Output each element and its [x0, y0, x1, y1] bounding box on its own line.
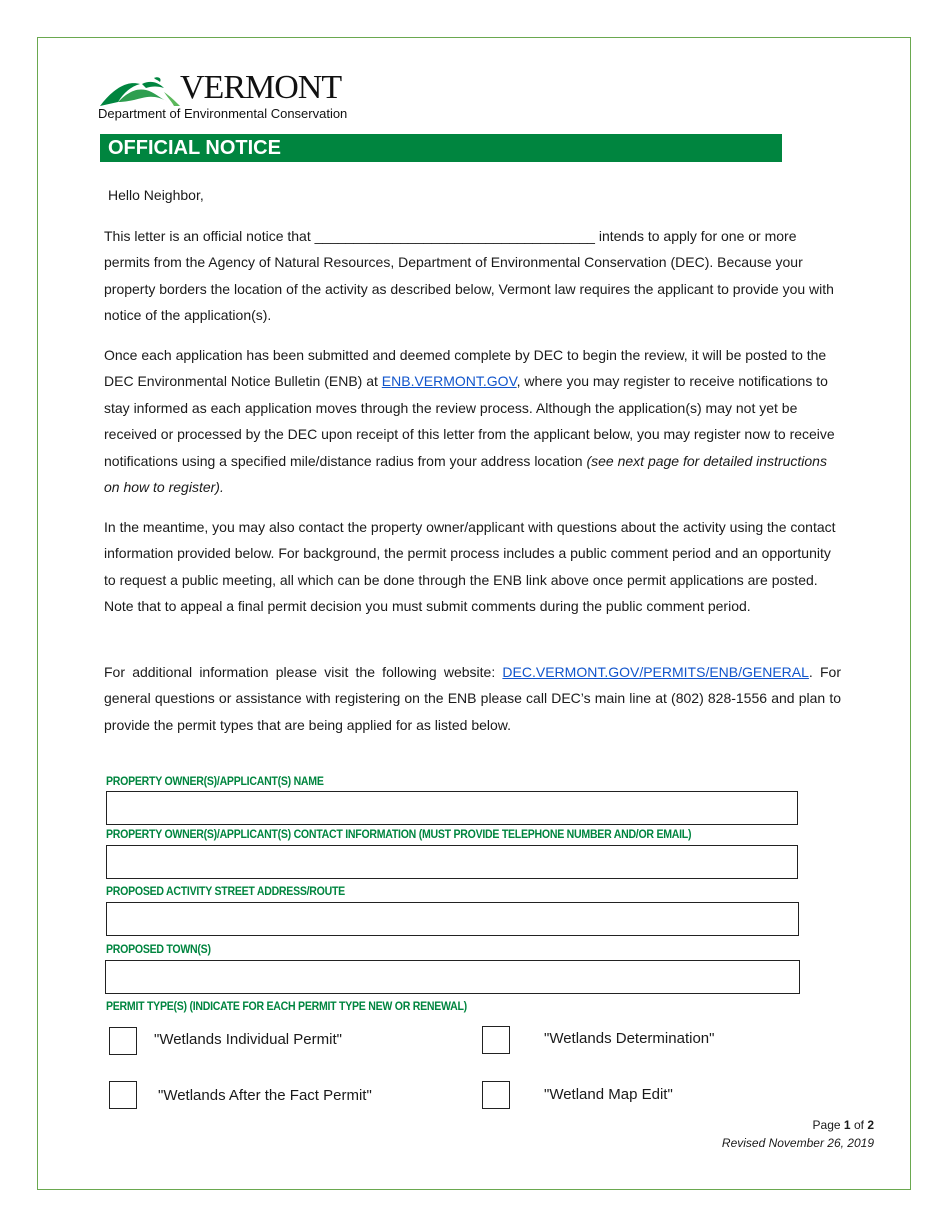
vermont-dec-logo	[98, 69, 398, 124]
checkbox-wetland-map-edit[interactable]	[482, 1081, 510, 1109]
permit-label-wetlands-after-fact: "Wetlands After the Fact Permit"	[158, 1087, 372, 1104]
permit-label-wetlands-individual: "Wetlands Individual Permit"	[154, 1031, 342, 1048]
intro-text-a: This letter is an official notice that	[104, 228, 311, 244]
town-label: PROPOSED TOWN(S)	[106, 942, 211, 956]
enb-instructions-note: (see next page for detailed instructions on how to register).	[104, 452, 827, 496]
paragraph-additional-info	[104, 659, 841, 738]
paragraph-background: In the meantime, you may also contact the property owner/applicant with questions about the activity using the contact information provided below. For background, the permit process includes a public comment period and an opportunity to request a public meeting, all which can be done through the ENB link above once permit applications are posted. Note that to appeal a final permit decision you must submit comments during the public comment period.	[104, 519, 836, 615]
paragraph-enb	[104, 342, 841, 500]
page-total: 2	[867, 1118, 874, 1132]
owner-name-label: PROPERTY OWNER(S)/APPLICANT(S) NAME	[106, 774, 324, 788]
logo-wordmark: VERMONT	[180, 69, 342, 106]
enb-link[interactable]: ENB.VERMONT.GOV	[381, 373, 517, 390]
page-current: 1	[843, 1118, 851, 1132]
contact-info-field[interactable]	[106, 845, 798, 879]
dec-general-link[interactable]: DEC.VERMONT.GOV/PERMITS/ENB/GENERAL	[502, 664, 809, 680]
additional-info-text-b: . For general questions or assistance with registering on the ENB please call DEC’s main line at (802) 828-1556 and plan to provide the permit types that are being applied for as listed below.	[104, 664, 842, 733]
town-field[interactable]	[105, 960, 800, 994]
checkbox-wetlands-after-fact-permit[interactable]	[109, 1081, 137, 1109]
enb-text-a: Once each application has been submitted and deemed complete by DEC to begin the review, it will be posted to the DEC Environmental Notice Bulletin (ENB) at	[104, 347, 827, 390]
paragraph-intro	[104, 223, 841, 329]
checkbox-wetlands-individual-permit[interactable]	[109, 1027, 137, 1055]
permit-label-wetland-map-edit: "Wetland Map Edit"	[544, 1086, 673, 1103]
official-notice-banner: OFFICIAL NOTICE	[100, 134, 782, 162]
additional-info-text-a: For additional information please visit the following website:	[104, 664, 496, 680]
greeting: Hello Neighbor,	[108, 187, 204, 203]
enb-text-b: , where you may register to receive notifications to stay informed as each application moves through the review process. Although the application(s) may not yet be received or processed by the DEC upon receipt of this letter from the applicant below, you may register now to receive notifications using a specified mile/distance radius from your address location	[104, 373, 835, 469]
permit-label-wetlands-determination: "Wetlands Determination"	[544, 1030, 715, 1047]
page-word: Page	[812, 1118, 841, 1132]
owner-name-field[interactable]	[106, 791, 798, 825]
contact-info-label: PROPERTY OWNER(S)/APPLICANT(S) CONTACT INFORMATION (MUST PROVIDE TELEPHONE NUMBER AND/OR EMAIL)	[106, 827, 692, 841]
revision-date: Revised November 26, 2019	[721, 1136, 874, 1150]
department-name: Department of Environmental Conservation	[98, 106, 348, 121]
street-address-field[interactable]	[106, 902, 799, 936]
intro-text-b: intends to apply for one or more permits from the Agency of Natural Resources, Department of Environmental Conservation (DEC). Because your property borders the location of the activity as described below, Vermont law requires the applicant to provide you with notice of the application(s).	[104, 228, 834, 324]
permit-types-label: PERMIT TYPE(S) (INDICATE FOR EACH PERMIT TYPE NEW OR RENEWAL)	[106, 999, 467, 1013]
of-word: of	[853, 1118, 864, 1132]
mountain-logo-icon	[98, 72, 182, 108]
checkbox-wetlands-determination[interactable]	[482, 1026, 510, 1054]
applicant-blank: ____________________________________	[314, 228, 595, 244]
street-address-label: PROPOSED ACTIVITY STREET ADDRESS/ROUTE	[106, 884, 345, 898]
page-number	[813, 1118, 874, 1132]
